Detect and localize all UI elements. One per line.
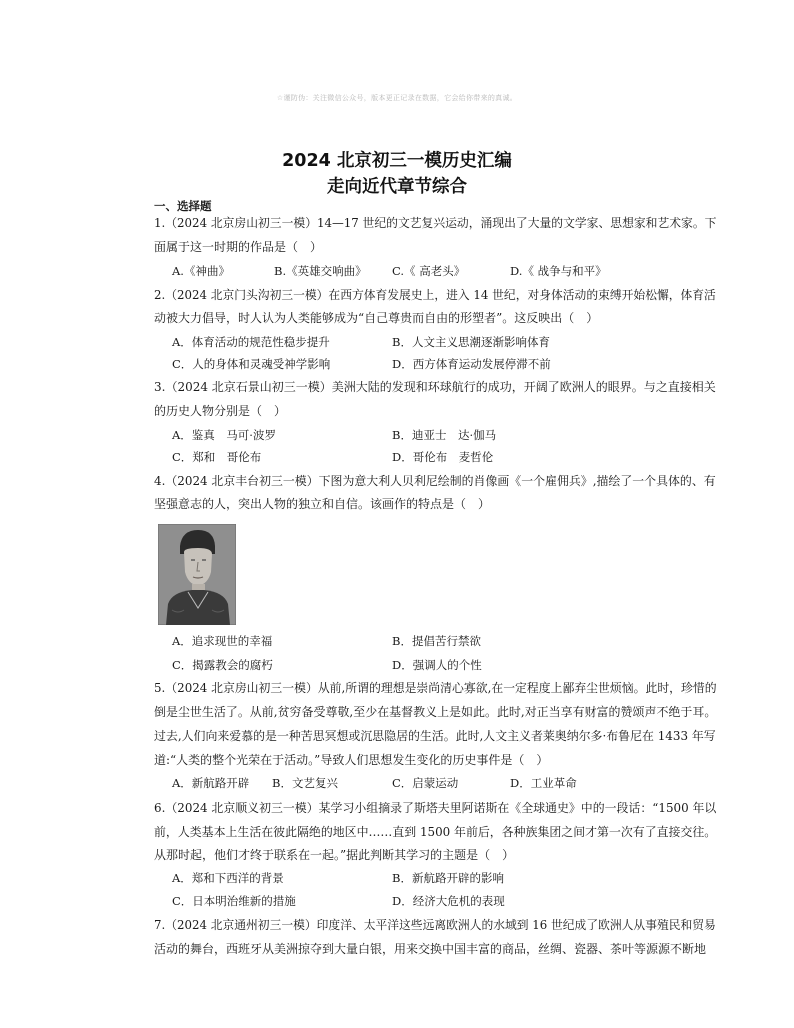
question-7-line-2: 活动的舞台，西班牙从美洲掠夺到大量白银，用来交换中国丰富的商品，丝绸、瓷器、茶叶等源源不断地: [154, 942, 707, 956]
question-2-line-2: 动被大力倡导，时人认为人类能够成为“自己尊贵而自由的形塑者”。这反映出（ ）: [154, 311, 599, 325]
question-3-option-c: C．郑和 哥伦布: [172, 450, 262, 464]
question-5-line-1: 5.（2024 北京房山初三一模）从前,所谓的理想是崇尚清心寡欲,在一定程度上鄙弃尘世烦恼。此时，珍惜的: [154, 681, 717, 695]
question-6-option-c: C．日本明治维新的措施: [172, 894, 296, 908]
question-5-option-c: C．启蒙运动: [392, 776, 459, 790]
question-4-option-c: C．揭露教会的腐朽: [172, 658, 273, 672]
question-6-line-1: 6.（2024 北京顺义初三一模）某学习小组摘录了斯塔夫里阿诺斯在《全球通史》中的一段话：“1500 年以: [154, 801, 717, 815]
page-title: 2024 北京初三一模历史汇编: [282, 151, 512, 171]
question-4-line-2: 坚强意志的人，突出人物的独立和自信。该画作的特点是（ ）: [154, 497, 491, 511]
section-heading: 一、选择题: [154, 199, 212, 213]
question-3-line-2: 的历史人物分别是（ ）: [154, 404, 287, 418]
question-6-line-2: 前，人类基本上生活在彼此隔绝的地区中……直到 1500 年前后，各种族集团之间才第一次有了直接交往。: [154, 825, 717, 839]
question-2-line-1: 2.（2024 北京门头沟初三一模）在西方体育发展史上，进入 14 世纪，对身体活动的束缚开始松懈，体育活: [154, 288, 716, 302]
question-7-line-1: 7.（2024 北京通州初三一模）印度洋、太平洋这些远离欧洲人的水域到 16 世纪成了欧洲人从事殖民和贸易: [154, 918, 716, 932]
question-4-line-1: 4.（2024 北京丰台初三一模）下图为意大利人贝利尼绘制的肖像画《一个雇佣兵》,描绘了一个具体的、有: [154, 474, 716, 488]
question-5-line-4: 道:“人类的整个光荣在于活动。”导致人们思想发生变化的历史事件是（ ）: [154, 753, 549, 767]
question-1-option-c: C.《 高老头》: [392, 264, 466, 278]
question-2-option-a: A．体育活动的规范性稳步提升: [172, 335, 330, 349]
question-1-option-b: B.《英雄交响曲》: [274, 264, 367, 278]
question-5-option-b: B．文艺复兴: [272, 776, 338, 790]
question-3-option-b: B．迪亚士 达·伽马: [392, 428, 497, 442]
question-3-line-1: 3.（2024 北京石景山初三一模）美洲大陆的发现和环球航行的成功，开阔了欧洲人的眼界。与之直接相关: [154, 380, 716, 394]
question-1-line-2: 面属于这一时期的作品是（ ）: [154, 240, 323, 254]
question-4-option-d: D．强调人的个性: [392, 658, 482, 672]
portrait-drawing: [158, 524, 236, 625]
question-4-option-a: A．追求现世的幸福: [172, 634, 273, 648]
mercenary-portrait-image: [158, 524, 236, 625]
page-subtitle: 走向近代章节综合: [327, 177, 467, 197]
question-6-line-3: 从那时起，他们才终于联系在一起。”据此判断其学习的主题是（ ）: [154, 848, 515, 862]
question-1-option-d: D.《 战争与和平》: [510, 264, 607, 278]
question-4-option-b: B．提倡苦行禁欲: [392, 634, 481, 648]
question-6-option-a: A．郑和下西洋的背景: [172, 871, 284, 885]
question-1-line-1: 1.（2024 北京房山初三一模）14—17 世纪的文艺复兴运动，涌现出了大量的文学家、思想家和艺术家。下: [154, 216, 717, 230]
question-2-option-b: B．人文主义思潮逐渐影响体育: [392, 335, 550, 349]
question-3-option-a: A．鉴真 马可·波罗: [172, 428, 276, 442]
question-5-line-2: 倒是尘世生活了。从前,贫穷备受尊敬,至少在基督教义上是如此。此时,对正当享有财富的赞颂声不绝于耳。: [154, 705, 717, 719]
watermark-text: ☆谨防伪：关注微信公众号，版本更正记录在数据，它会给你带来的真诚。: [276, 94, 518, 102]
question-6-option-d: D．经济大危机的表现: [392, 894, 505, 908]
question-6-option-b: B．新航路开辟的影响: [392, 871, 504, 885]
question-5-option-a: A．新航路开辟: [172, 776, 250, 790]
question-5-option-d: D．工业革命: [510, 776, 577, 790]
question-3-option-d: D．哥伦布 麦哲伦: [392, 450, 494, 464]
question-2-option-d: D．西方体育运动发展停滞不前: [392, 357, 551, 371]
question-1-option-a: A.《神曲》: [172, 264, 230, 278]
question-2-option-c: C．人的身体和灵魂受神学影响: [172, 357, 331, 371]
question-5-line-3: 过去,人们向来爱慕的是一种苦思冥想或沉思隐居的生活。此时,人文主义者莱奥纳尔多·布鲁尼在 1433 年写: [154, 729, 716, 743]
